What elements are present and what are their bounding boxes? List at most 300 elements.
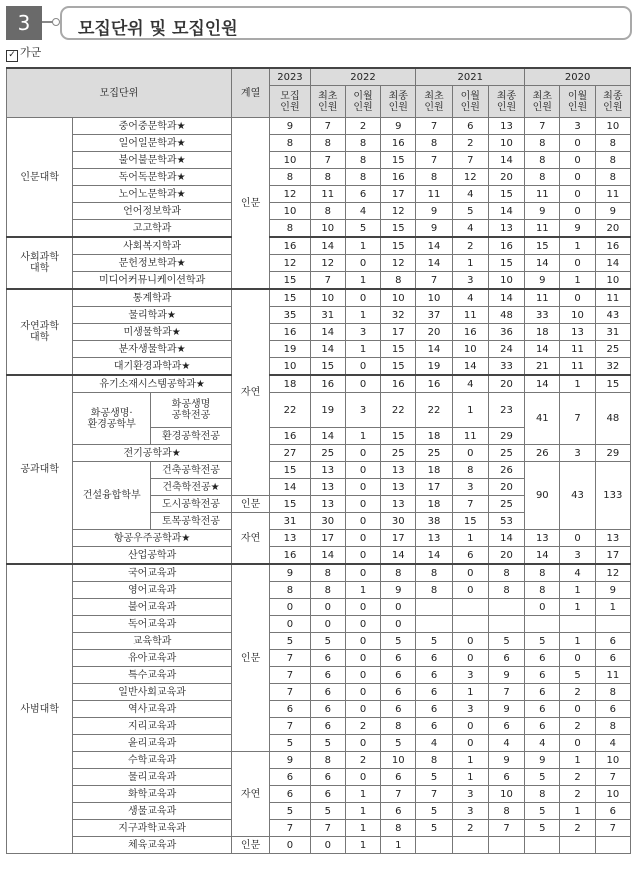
table-row xyxy=(7,701,631,718)
value-cell: 7 xyxy=(452,496,488,513)
value-cell: 2 xyxy=(345,752,380,769)
col-header-initial: 최초 인원 xyxy=(416,86,452,118)
unit-cell: 불어교육과 xyxy=(73,599,232,616)
value-cell: 6 xyxy=(381,803,416,820)
value-cell: 5 xyxy=(270,735,310,752)
value-cell: 23 xyxy=(488,393,524,428)
field-cell: 자연 xyxy=(231,752,269,837)
value-cell: 10 xyxy=(270,358,310,376)
value-cell: 17 xyxy=(381,324,416,341)
unit-cell: 생물교육과 xyxy=(73,803,232,820)
table-row xyxy=(7,289,631,307)
value-cell: 1 xyxy=(452,684,488,701)
value-cell: 7 xyxy=(270,667,310,684)
value-cell: 15 xyxy=(381,220,416,238)
value-cell: 31 xyxy=(595,324,630,341)
value-cell: 32 xyxy=(595,358,630,376)
table-row xyxy=(7,582,631,599)
value-cell: 9 xyxy=(525,203,560,220)
value-cell: 6 xyxy=(416,718,452,735)
value-cell: 3 xyxy=(452,803,488,820)
value-cell: 6 xyxy=(381,701,416,718)
value-cell: 35 xyxy=(270,307,310,324)
unit-cell: 지리교육과 xyxy=(73,718,232,735)
value-cell xyxy=(452,616,488,633)
value-cell: 3 xyxy=(560,118,595,135)
value-cell: 0 xyxy=(345,547,380,565)
value-cell: 0 xyxy=(345,701,380,718)
value-cell: 7 xyxy=(381,786,416,803)
unit-cell: 통계학과 xyxy=(73,289,232,307)
college-cell: 자연과학 대학 xyxy=(7,289,73,375)
value-cell: 15 xyxy=(595,375,630,393)
table-row xyxy=(7,769,631,786)
table-row xyxy=(7,462,631,479)
value-cell: 1 xyxy=(560,272,595,290)
value-cell: 0 xyxy=(345,530,380,547)
value-cell: 0 xyxy=(560,701,595,718)
col-header-2022: 2022 xyxy=(310,68,416,86)
unit-cell: 불어불문학과★ xyxy=(73,152,232,169)
group-label: 가군 xyxy=(20,46,42,59)
unit-cell: 윤리교육과 xyxy=(73,735,232,752)
value-cell: 8 xyxy=(310,135,345,152)
value-cell: 8 xyxy=(525,564,560,582)
value-cell: 7 xyxy=(416,118,452,135)
value-cell: 0 xyxy=(345,599,380,616)
value-cell: 8 xyxy=(595,152,630,169)
value-cell: 0 xyxy=(310,616,345,633)
value-cell: 0 xyxy=(345,496,380,513)
table-row xyxy=(7,393,631,428)
value-cell xyxy=(416,837,452,854)
table-row xyxy=(7,633,631,650)
unit-cell: 언어정보학과 xyxy=(73,203,232,220)
value-cell: 14 xyxy=(310,237,345,255)
value-cell: 0 xyxy=(560,186,595,203)
value-cell: 1 xyxy=(381,837,416,854)
value-cell: 15 xyxy=(381,237,416,255)
major-cell: 건축공학전공 xyxy=(151,462,232,479)
unit-cell: 미디어커뮤니케이션학과 xyxy=(73,272,232,290)
value-cell: 15 xyxy=(525,237,560,255)
value-cell: 3 xyxy=(345,393,380,428)
value-cell: 2 xyxy=(560,718,595,735)
value-cell: 9 xyxy=(488,701,524,718)
college-cell: 인문대학 xyxy=(7,118,73,238)
value-cell: 6 xyxy=(310,786,345,803)
value-cell: 0 xyxy=(560,169,595,186)
value-cell: 11 xyxy=(595,186,630,203)
value-cell: 8 xyxy=(270,135,310,152)
table-row xyxy=(7,667,631,684)
value-cell: 13 xyxy=(416,530,452,547)
value-cell: 1 xyxy=(560,752,595,769)
value-cell: 7 xyxy=(416,786,452,803)
value-cell: 1 xyxy=(345,837,380,854)
value-cell: 14 xyxy=(310,324,345,341)
value-cell: 6 xyxy=(595,701,630,718)
value-cell: 0 xyxy=(345,479,380,496)
value-cell: 8 xyxy=(416,135,452,152)
value-cell: 14 xyxy=(310,341,345,358)
value-cell: 16 xyxy=(452,324,488,341)
value-cell: 18 xyxy=(270,375,310,393)
value-cell: 13 xyxy=(381,479,416,496)
value-cell: 25 xyxy=(595,341,630,358)
department-cell: 화공생명· 환경공학부 xyxy=(73,393,151,445)
value-cell: 8 xyxy=(310,203,345,220)
value-cell: 13 xyxy=(381,496,416,513)
value-cell: 17 xyxy=(381,530,416,547)
value-cell: 25 xyxy=(488,496,524,513)
unit-cell: 국어교육과 xyxy=(73,564,232,582)
value-cell: 6 xyxy=(310,684,345,701)
header-connector-dot xyxy=(52,18,60,26)
value-cell: 22 xyxy=(381,393,416,428)
checkbox-icon: ✓ xyxy=(6,50,18,62)
college-cell: 사범대학 xyxy=(7,564,73,854)
value-cell: 11 xyxy=(525,289,560,307)
value-cell: 4 xyxy=(452,186,488,203)
value-cell: 0 xyxy=(452,650,488,667)
table-row xyxy=(7,375,631,393)
value-cell: 16 xyxy=(270,237,310,255)
value-cell: 14 xyxy=(452,358,488,376)
unit-cell: 역사교육과 xyxy=(73,701,232,718)
value-cell: 10 xyxy=(416,289,452,307)
field-cell: 자연 xyxy=(231,289,269,496)
value-cell: 18 xyxy=(416,428,452,445)
section-number: 3 xyxy=(6,6,42,40)
value-cell: 4 xyxy=(560,564,595,582)
value-cell: 0 xyxy=(560,255,595,272)
unit-cell: 지구과학교육과 xyxy=(73,820,232,837)
department-cell: 건설융합학부 xyxy=(73,462,151,530)
value-cell: 12 xyxy=(381,203,416,220)
value-cell: 25 xyxy=(381,445,416,462)
value-cell: 6 xyxy=(452,547,488,565)
value-cell: 5 xyxy=(452,203,488,220)
value-cell: 15 xyxy=(488,255,524,272)
value-cell: 14 xyxy=(381,547,416,565)
value-cell: 8 xyxy=(595,718,630,735)
table-row xyxy=(7,186,631,203)
value-cell: 0 xyxy=(345,667,380,684)
col-header-final: 최종 인원 xyxy=(488,86,524,118)
value-cell: 14 xyxy=(595,255,630,272)
table-row xyxy=(7,547,631,565)
value-cell: 1 xyxy=(595,599,630,616)
value-cell: 0 xyxy=(525,599,560,616)
value-cell: 5 xyxy=(525,803,560,820)
value-cell: 26 xyxy=(525,445,560,462)
value-cell: 15 xyxy=(381,341,416,358)
value-cell: 5 xyxy=(310,803,345,820)
value-cell: 13 xyxy=(270,530,310,547)
value-cell: 20 xyxy=(488,375,524,393)
value-cell: 6 xyxy=(525,650,560,667)
value-cell: 18 xyxy=(416,462,452,479)
value-cell: 31 xyxy=(310,307,345,324)
value-cell: 5 xyxy=(416,769,452,786)
unit-cell: 독어독문학과★ xyxy=(73,169,232,186)
value-cell xyxy=(525,616,560,633)
value-cell: 14 xyxy=(416,237,452,255)
value-cell: 0 xyxy=(560,203,595,220)
value-cell: 14 xyxy=(488,203,524,220)
unit-cell: 고고학과 xyxy=(73,220,232,238)
value-cell: 2 xyxy=(560,684,595,701)
value-cell: 14 xyxy=(525,341,560,358)
value-cell: 14 xyxy=(488,152,524,169)
unit-cell: 화학교육과 xyxy=(73,786,232,803)
value-cell: 1 xyxy=(560,803,595,820)
value-cell: 29 xyxy=(488,428,524,445)
value-cell: 6 xyxy=(270,786,310,803)
major-cell: 화공생명 공학전공 xyxy=(151,393,232,428)
value-cell: 5 xyxy=(525,820,560,837)
value-cell: 3 xyxy=(452,701,488,718)
field-cell: 자연 xyxy=(231,513,269,565)
value-cell: 16 xyxy=(310,375,345,393)
value-cell: 14 xyxy=(525,255,560,272)
value-cell: 8 xyxy=(452,462,488,479)
table-row xyxy=(7,169,631,186)
value-cell xyxy=(595,837,630,854)
table-row xyxy=(7,237,631,255)
col-header-carry: 이월 인원 xyxy=(452,86,488,118)
value-cell: 13 xyxy=(488,118,524,135)
value-cell: 6 xyxy=(525,701,560,718)
value-cell: 20 xyxy=(488,169,524,186)
value-cell: 1 xyxy=(345,803,380,820)
table-row xyxy=(7,650,631,667)
table-row xyxy=(7,820,631,837)
value-cell: 13 xyxy=(310,462,345,479)
header-row-years xyxy=(7,68,631,86)
unit-cell: 항공우주공학과★ xyxy=(73,530,232,547)
value-cell: 2 xyxy=(452,237,488,255)
value-cell: 6 xyxy=(310,701,345,718)
section-header xyxy=(6,6,632,40)
value-cell: 0 xyxy=(345,513,380,530)
value-cell: 6 xyxy=(381,769,416,786)
table-row xyxy=(7,599,631,616)
value-cell: 20 xyxy=(416,324,452,341)
value-cell xyxy=(488,837,524,854)
value-cell: 48 xyxy=(595,393,630,445)
col-header-carry: 이월 인원 xyxy=(560,86,595,118)
value-cell: 10 xyxy=(310,289,345,307)
value-cell: 7 xyxy=(310,272,345,290)
value-cell: 15 xyxy=(381,152,416,169)
value-cell: 0 xyxy=(345,462,380,479)
value-cell: 1 xyxy=(452,255,488,272)
value-cell xyxy=(488,599,524,616)
value-cell: 1 xyxy=(345,582,380,599)
table-row xyxy=(7,307,631,324)
value-cell: 1 xyxy=(345,341,380,358)
value-cell: 7 xyxy=(488,684,524,701)
value-cell: 53 xyxy=(488,513,524,530)
value-cell: 6 xyxy=(416,684,452,701)
value-cell: 1 xyxy=(345,428,380,445)
value-cell: 7 xyxy=(270,684,310,701)
value-cell: 19 xyxy=(310,393,345,428)
value-cell: 4 xyxy=(595,735,630,752)
value-cell xyxy=(560,837,595,854)
table-row xyxy=(7,616,631,633)
value-cell: 14 xyxy=(416,547,452,565)
unit-cell: 교육학과 xyxy=(73,633,232,650)
value-cell: 1 xyxy=(345,307,380,324)
value-cell: 16 xyxy=(381,135,416,152)
value-cell: 9 xyxy=(416,203,452,220)
value-cell: 0 xyxy=(452,633,488,650)
value-cell xyxy=(416,616,452,633)
value-cell: 6 xyxy=(416,701,452,718)
value-cell: 7 xyxy=(270,718,310,735)
value-cell: 15 xyxy=(381,358,416,376)
value-cell: 1 xyxy=(560,599,595,616)
value-cell: 8 xyxy=(525,152,560,169)
value-cell: 14 xyxy=(488,530,524,547)
value-cell: 6 xyxy=(310,718,345,735)
value-cell: 0 xyxy=(381,599,416,616)
value-cell: 8 xyxy=(525,169,560,186)
group-label-row xyxy=(6,46,41,60)
value-cell: 6 xyxy=(525,684,560,701)
col-header-field: 계열 xyxy=(231,68,269,118)
value-cell: 16 xyxy=(270,547,310,565)
value-cell: 18 xyxy=(416,496,452,513)
value-cell: 0 xyxy=(560,135,595,152)
major-cell: 도시공학전공 xyxy=(151,496,232,513)
value-cell: 10 xyxy=(270,152,310,169)
value-cell: 17 xyxy=(595,547,630,565)
field-cell: 인문 xyxy=(231,118,269,290)
value-cell: 9 xyxy=(488,667,524,684)
table-row xyxy=(7,135,631,152)
table-row xyxy=(7,272,631,290)
value-cell: 11 xyxy=(560,341,595,358)
value-cell: 6 xyxy=(381,650,416,667)
value-cell: 10 xyxy=(310,220,345,238)
value-cell: 0 xyxy=(452,445,488,462)
value-cell: 8 xyxy=(488,803,524,820)
value-cell: 32 xyxy=(381,307,416,324)
value-cell: 5 xyxy=(525,633,560,650)
value-cell: 9 xyxy=(525,272,560,290)
value-cell: 8 xyxy=(310,169,345,186)
value-cell: 3 xyxy=(452,667,488,684)
value-cell: 10 xyxy=(270,203,310,220)
value-cell: 17 xyxy=(416,479,452,496)
value-cell: 10 xyxy=(488,786,524,803)
value-cell: 5 xyxy=(270,803,310,820)
value-cell: 9 xyxy=(270,118,310,135)
value-cell: 15 xyxy=(270,272,310,290)
value-cell: 2 xyxy=(345,718,380,735)
value-cell: 6 xyxy=(595,650,630,667)
table-row xyxy=(7,752,631,769)
value-cell: 8 xyxy=(270,169,310,186)
value-cell: 6 xyxy=(381,684,416,701)
major-cell: 건축학전공★ xyxy=(151,479,232,496)
unit-cell: 분자생물학과★ xyxy=(73,341,232,358)
value-cell: 16 xyxy=(270,428,310,445)
value-cell: 25 xyxy=(310,445,345,462)
title-box xyxy=(60,6,632,40)
value-cell: 13 xyxy=(595,530,630,547)
value-cell: 6 xyxy=(310,650,345,667)
value-cell: 0 xyxy=(345,375,380,393)
value-cell: 10 xyxy=(452,341,488,358)
table-row xyxy=(7,803,631,820)
value-cell: 0 xyxy=(345,735,380,752)
value-cell: 15 xyxy=(310,358,345,376)
value-cell: 25 xyxy=(488,445,524,462)
value-cell: 31 xyxy=(270,513,310,530)
value-cell: 6 xyxy=(416,650,452,667)
value-cell: 12 xyxy=(381,255,416,272)
value-cell: 3 xyxy=(560,445,595,462)
value-cell: 0 xyxy=(560,289,595,307)
table-row xyxy=(7,203,631,220)
value-cell: 8 xyxy=(525,582,560,599)
value-cell: 14 xyxy=(488,289,524,307)
value-cell: 2 xyxy=(345,118,380,135)
value-cell: 13 xyxy=(560,324,595,341)
value-cell: 8 xyxy=(595,135,630,152)
value-cell: 4 xyxy=(416,735,452,752)
value-cell: 0 xyxy=(560,650,595,667)
value-cell: 5 xyxy=(560,667,595,684)
value-cell: 0 xyxy=(560,152,595,169)
value-cell: 14 xyxy=(525,375,560,393)
value-cell: 0 xyxy=(560,530,595,547)
value-cell: 3 xyxy=(452,786,488,803)
value-cell: 13 xyxy=(525,530,560,547)
value-cell: 12 xyxy=(595,564,630,582)
value-cell: 0 xyxy=(270,837,310,854)
value-cell: 11 xyxy=(595,289,630,307)
value-cell: 17 xyxy=(381,186,416,203)
value-cell: 9 xyxy=(270,564,310,582)
value-cell: 25 xyxy=(416,445,452,462)
value-cell: 8 xyxy=(488,582,524,599)
unit-cell: 독어교육과 xyxy=(73,616,232,633)
value-cell xyxy=(595,616,630,633)
value-cell xyxy=(560,616,595,633)
value-cell: 8 xyxy=(525,786,560,803)
value-cell: 8 xyxy=(416,582,452,599)
value-cell: 5 xyxy=(345,220,380,238)
value-cell: 20 xyxy=(595,220,630,238)
value-cell: 7 xyxy=(595,769,630,786)
table-row xyxy=(7,684,631,701)
value-cell: 1 xyxy=(560,633,595,650)
value-cell: 1 xyxy=(452,769,488,786)
value-cell: 16 xyxy=(416,375,452,393)
value-cell: 6 xyxy=(452,118,488,135)
value-cell: 90 xyxy=(525,462,560,530)
table-row xyxy=(7,837,631,854)
table-row xyxy=(7,358,631,376)
value-cell: 16 xyxy=(488,237,524,255)
value-cell: 0 xyxy=(345,255,380,272)
